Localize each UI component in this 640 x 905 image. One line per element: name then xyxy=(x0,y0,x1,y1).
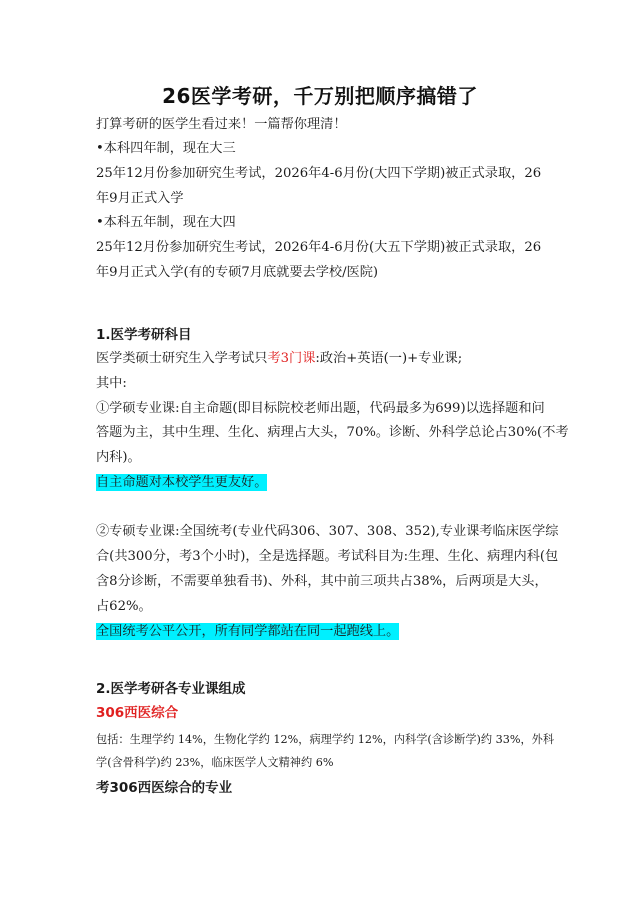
professional-note xyxy=(96,620,556,644)
among-text: 其中: xyxy=(96,376,127,391)
professional-line-3: 含8分诊断，不需要单独看书)、外科，其中前三项共占38%，后两项是大头， xyxy=(96,574,548,589)
section1-heading: 1.医学考研科目 xyxy=(96,327,192,343)
section2-heading: 2.医学考研各专业课组成 xyxy=(96,681,246,697)
professional-line-2: 合(共300分，考3个小时)，全是选择题。考试科目为:生理、生化、病理内科(包 xyxy=(96,549,559,564)
five-year-line-2: 年9月正式入学(有的专硕7月底就要去学校/医院) xyxy=(96,265,379,280)
composition-line-1: 包括：生理学约 14%，生物化学约 12%，病理学约 12%，内科学(含诊断学)约 33%，外科 xyxy=(96,733,555,746)
majors-heading: 考306西医综合的专业 xyxy=(96,780,233,796)
five-year-bullet: •本科五年制，现在大四 xyxy=(96,215,236,230)
academic-line-3: 内科)。 xyxy=(96,450,141,465)
professional-line-4: 占62%。 xyxy=(96,599,152,614)
professional-note-highlight: 全国统考公平公开，所有同学都站在同一起跑线上。 xyxy=(96,624,400,639)
academic-line-1: ①学硕专业课:自主命题(即目标院校老师出题，代码最多为699)以选择题和问 xyxy=(96,401,545,416)
four-year-line-1: 25年12月份参加研究生考试，2026年4-6月份(大四下学期)被正式录取，26 xyxy=(96,166,542,181)
four-year-bullet: •本科四年制，现在大三 xyxy=(96,141,236,156)
academic-note xyxy=(96,471,556,495)
intro-text: 打算考研的医学生看过来！一篇帮你理清！ xyxy=(96,117,347,132)
five-year-line-1: 25年12月份参加研究生考试，2026年4-6月份(大五下学期)被正式录取，26 xyxy=(96,240,542,255)
professional-line-1: ②专硕专业课:全国统考(专业代码306、307、308、352),专业课考临床医学综 xyxy=(96,524,559,539)
page-title: 26医学考研，千万别把顺序搞错了 xyxy=(162,84,478,108)
subjects-count: 考3门课 xyxy=(267,351,316,366)
academic-line-2: 答题为主，其中生理、生化、病理占大头，70%。诊断、外科学总论占30%(不考 xyxy=(96,425,569,440)
four-year-line-2: 年9月正式入学 xyxy=(96,191,184,206)
subjects-prefix: 医学类硕士研究生入学考试只 xyxy=(96,351,268,366)
subjects-line xyxy=(96,347,556,371)
subjects-suffix: :政治+英语(一)+专业课; xyxy=(315,351,463,366)
section2-subheading: 306西医综合 xyxy=(96,705,179,721)
academic-note-highlight: 自主命题对本校学生更友好。 xyxy=(96,475,268,490)
composition-line-2: 学(含骨科学)约 23%，临床医学人文精神约 6% xyxy=(96,756,334,769)
